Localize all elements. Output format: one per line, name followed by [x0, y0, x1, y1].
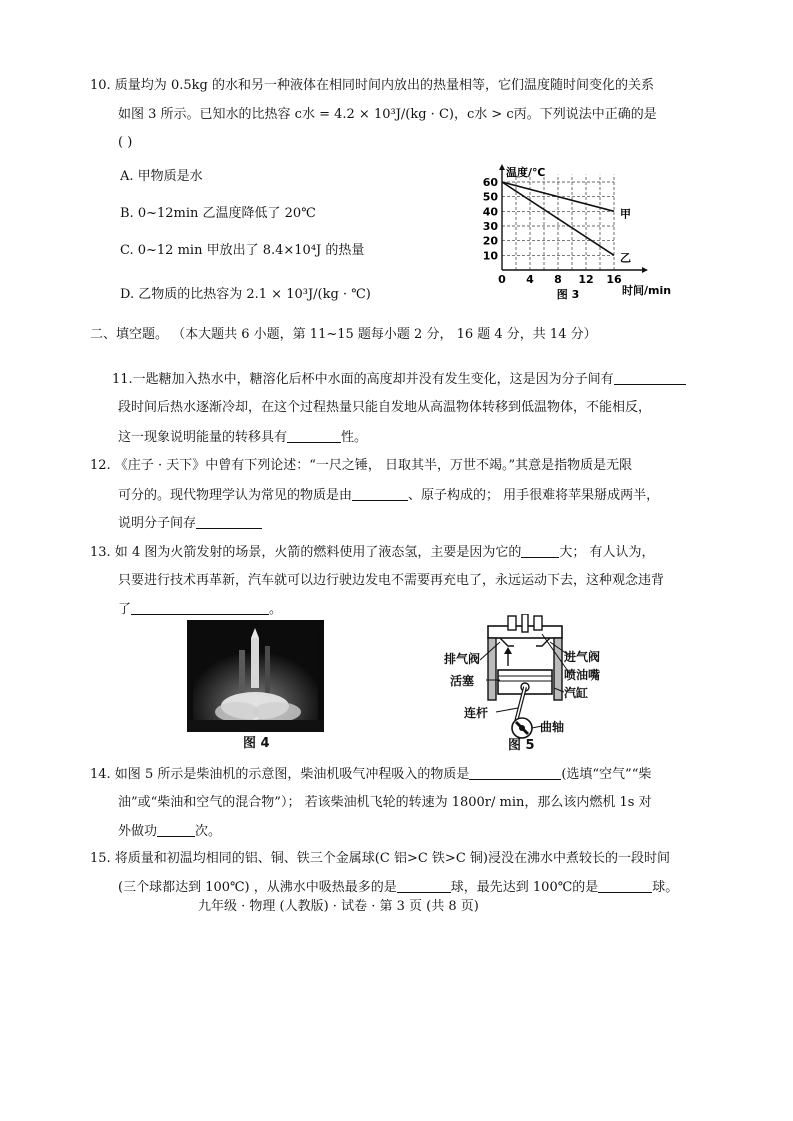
q10-option-b: B. 0~12min 乙温度降低了 20℃ [120, 206, 316, 221]
q12-text-2b: 、原子构成的； 用手很难将苹果掰成两半， [408, 488, 660, 503]
y-tick-label: 30 [482, 220, 498, 233]
figure-3-caption: 图 3 [556, 288, 580, 301]
label-fuel-injector: 喷油嘴 [564, 668, 601, 682]
x-axis-arrow [642, 267, 648, 273]
label-exhaust-valve: 排气阀 [444, 652, 481, 666]
x-tick-label: 0 [498, 273, 506, 286]
rocket-launch-photo [187, 620, 324, 732]
q11-text-3b: 性。 [341, 430, 368, 445]
q10-stem-line2: 如图 3 所示。已知水的比热容 c水 = 4.2 × 10³J/(kg · C)，c水 > c丙。下列说法中正确的是 [118, 107, 657, 122]
y-axis-arrow [499, 164, 505, 170]
figure-5-caption: 图 5 [508, 738, 535, 753]
q12-line2 [118, 486, 659, 505]
label-intake-valve: 进气阀 [564, 650, 601, 664]
figure-4 [187, 620, 324, 752]
q12-text-3a: 说明分子间存 [118, 516, 197, 531]
q13-line2: 只要进行技术再革新，汽车就可以边行驶边发电不需要再充电了，永远运动下去，这种观念违背 [118, 573, 665, 588]
q14-text-1a: 14. 如图 5 所示是柴油机的示意图，柴油机吸气冲程吸入的物质是 [90, 767, 470, 782]
q12-line1: 12. 《庄子 · 天下》中曾有下列论述：“一尺之锤， 日取其半，万世不竭。”其意是指物质是无限 [90, 458, 633, 473]
y-tick-label: 40 [482, 205, 498, 219]
q10-option-a: A. 甲物质是水 [120, 169, 203, 184]
label-crankshaft: 曲轴 [540, 720, 565, 734]
q15-text-2c: 球。 [652, 880, 679, 895]
x-tick-label: 8 [554, 273, 562, 286]
q14-blank-1[interactable] [469, 765, 561, 780]
y-tick-label: 20 [482, 234, 498, 248]
label-connecting-rod: 连杆 [464, 706, 489, 720]
q11-text-3a: 这一现象说明能量的转移具有 [118, 430, 288, 445]
y-axis-label: 温度/℃ [506, 166, 546, 179]
q11-blank-2[interactable] [287, 428, 341, 443]
q12-blank-2[interactable] [196, 514, 262, 529]
q12-line3 [118, 514, 262, 533]
q15-line1: 15. 将质量和初温均相同的铝、铜、铁三个金属球(C 铝>C 铁>C 铜)浸没在沸水中煮较长的一段时间 [90, 851, 670, 866]
q10-option-c: C. 0~12 min 甲放出了 8.4×10⁴J 的热量 [120, 243, 365, 258]
figure-4-caption: 图 4 [243, 736, 270, 751]
q13-blank-2[interactable] [131, 600, 269, 615]
q15-text-2a: (三个球都达到 100℃) ，从沸水中吸热最多的是 [118, 880, 397, 895]
q12-blank-1[interactable] [352, 486, 408, 501]
q11-blank-1[interactable] [614, 370, 686, 385]
q14-text-3b: 次。 [195, 824, 222, 839]
q11-line1 [112, 370, 686, 389]
x-tick-label: 4 [526, 273, 534, 286]
q13-text-3a: 了 [118, 602, 132, 617]
y-tick-label: 10 [482, 249, 498, 263]
y-tick-label: 60 [482, 176, 498, 189]
q12-text-2a: 可分的。现代物理学认为常见的物质是由 [118, 488, 353, 503]
q14-blank-2[interactable] [157, 822, 195, 837]
q11-line3 [118, 428, 367, 447]
x-tick-label: 16 [606, 273, 622, 286]
x-tick-label: 12 [578, 273, 594, 286]
q15-blank-2[interactable] [598, 878, 652, 893]
q14-line2: 油”或“柴油和空气的混合物”）； 若该柴油机飞轮的转速为 1800r/ min，那么该内燃机 1s 对 [118, 795, 652, 810]
q13-line1 [90, 543, 654, 562]
q13-text-1a: 13. 如 4 图为火箭发射的场景，火箭的燃料使用了液态氢，主要是因为它的 [90, 545, 522, 560]
q11-line2: 段时间后热水逐渐冷却，在这个过程热量只能自发地从高温物体转移到低温物体，不能相反， [118, 400, 652, 415]
series-label-2: 乙 [620, 251, 631, 265]
q13-text-1b: 大； 有人认为， [559, 545, 655, 560]
page-footer: 九年级 · 物理 (人教版) · 试卷 · 第 3 页 (共 8 页) [198, 899, 479, 914]
q15-blank-1[interactable] [397, 878, 451, 893]
figure-3-chart [470, 160, 690, 320]
label-piston: 活塞 [450, 674, 475, 688]
label-cylinder: 汽缸 [564, 686, 589, 700]
q14-text-1b: (选填“空气”“柴 [561, 767, 652, 782]
q10-answer-paren: ( ) [118, 135, 133, 150]
q10-stem-line1: 10. 质量均为 0.5kg 的水和另一种液体在相同时间内放出的热量相等，它们温度随时间变化的关系 [90, 78, 654, 93]
section-2-heading: 二、填空题。 （本大题共 6 小题，第 11~15 题每小题 2 分， 16 题 4 分，共 14 分） [90, 327, 597, 342]
q13-blank-1[interactable] [521, 543, 559, 558]
q10-option-d: D. 乙物质的比热容为 2.1 × 10³J/(kg · ℃) [120, 287, 371, 302]
series-label-1: 甲 [620, 207, 631, 221]
q14-text-3a: 外做功 [118, 824, 158, 839]
q15-line2 [118, 878, 678, 897]
q14-line1 [90, 765, 651, 784]
q13-line3 [118, 600, 282, 619]
x-axis-label: 时间/min [622, 284, 672, 297]
q14-line3 [118, 822, 221, 841]
q13-text-3b: 。 [269, 602, 283, 617]
q15-text-2b: 球，最先达到 100℃的是 [450, 880, 599, 895]
q11-text-1: 11.一匙糖加入热水中，糖溶化后杯中水面的高度却并没有发生变化，这是因为分子间有 [112, 372, 614, 387]
y-tick-label: 50 [482, 190, 498, 204]
figure-5 [442, 614, 608, 754]
